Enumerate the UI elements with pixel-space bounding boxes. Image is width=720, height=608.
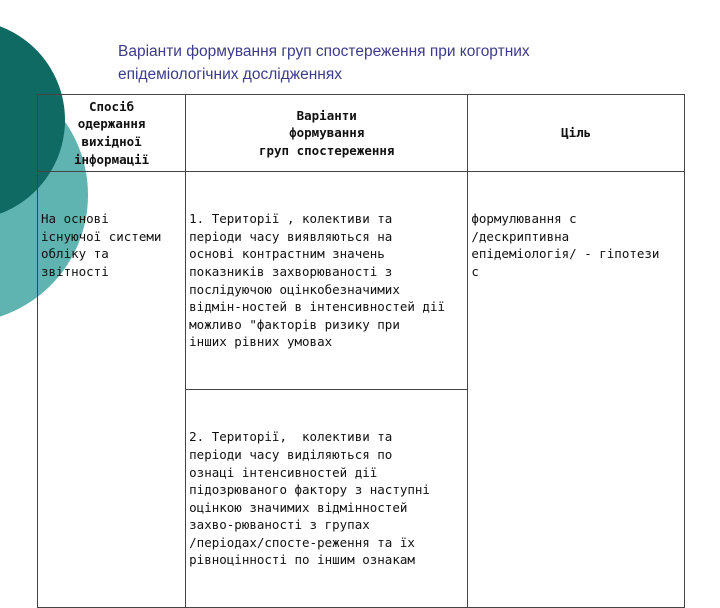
- variant-2-text: 2. Території, колективи та періоди часу виділяються по ознаці інтенсивностей дії підозрюваного фактору з наступні оцінкою значимих відмінностей захво-рюваності з групах /періодах/спосте-реження та їх рівноцінності по іншим ознакам: [189, 429, 430, 568]
- cell-goal: [468, 172, 685, 608]
- variant-1-text: 1. Території , колективи та періоди часу виявляються на основі контрастним значень показників захворюваності з послідуючою оцінкобезначимих відмін-ностей в інтенсивностей дії можливо "факторів ризику при інших рівних умовах: [189, 211, 446, 350]
- observation-groups-table: [37, 94, 685, 608]
- header-goal: Ціль: [468, 95, 685, 172]
- cell-variant-2: [186, 390, 468, 608]
- header-group-variants: Варіанти формування груп спостереження: [186, 95, 468, 172]
- cell-variant-1: [186, 172, 468, 390]
- table-header-row: [38, 95, 685, 172]
- source-method-text: На основі існуючої системи обліку та звітності: [41, 211, 162, 279]
- cell-source-method: [38, 172, 186, 608]
- table-row: [38, 172, 685, 390]
- slide-title: [118, 40, 638, 86]
- slide-title-line-2: епідеміологічних дослідженнях: [118, 66, 342, 83]
- goal-text: формулювання с /дескриптивна епідеміологія/ - гіпотези с: [471, 211, 660, 279]
- slide-title-line-1: Варіанти формування груп спостереження при когортних: [118, 43, 530, 60]
- header-source-method: Спосіб одержання вихідної інформації: [38, 95, 186, 172]
